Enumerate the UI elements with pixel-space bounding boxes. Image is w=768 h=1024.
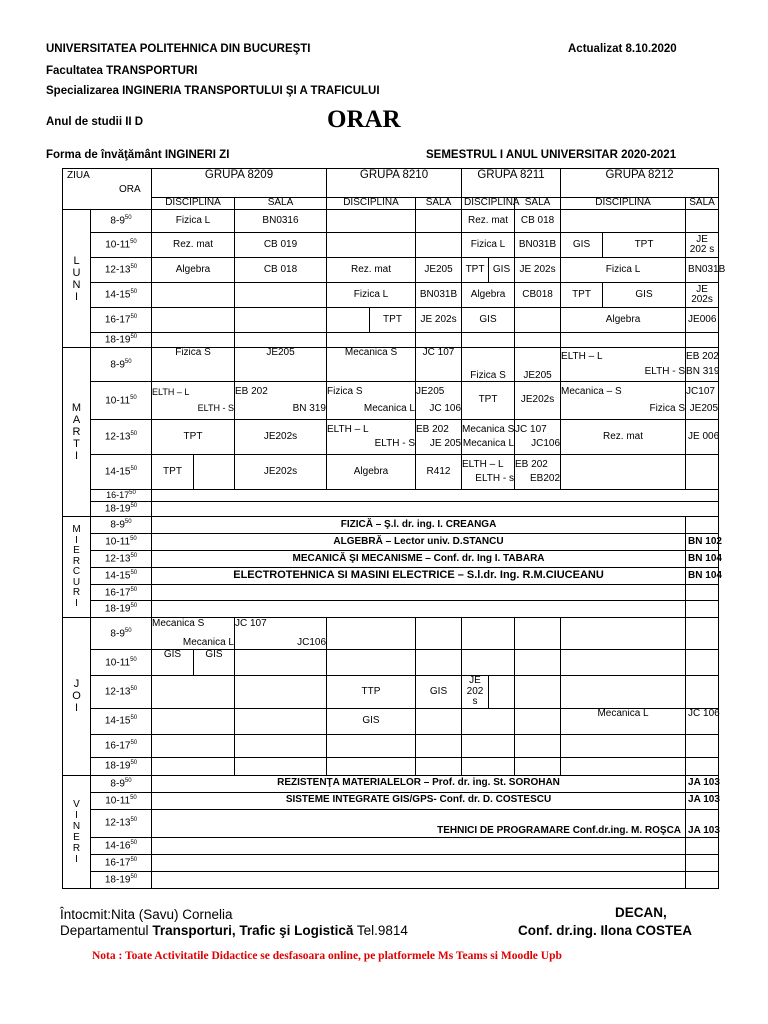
hour-label: $18-19^{50}$ xyxy=(91,502,152,517)
room-cell: JE205 xyxy=(416,258,462,283)
room-cell: JA 103 xyxy=(686,792,719,809)
hour-label: $18-19^{50}$ xyxy=(91,871,152,888)
hour-label: $14-16^{50}$ xyxy=(91,837,152,854)
class-cell: TPT xyxy=(152,455,194,490)
marti-row-5 xyxy=(63,490,719,502)
room-cell: JE006 xyxy=(686,308,719,333)
joi-row-5 xyxy=(63,734,719,757)
course-electrotehnica: ELECTROTEHNICA SI MASINI ELECTRICE – S.l.dr. Ing. R.M.CIUCEANU xyxy=(152,568,686,585)
class-cell-split: ELTH – L ELTH - S xyxy=(327,420,416,455)
room-cell: BN 104 xyxy=(686,551,719,568)
class-cell: Rez. mat xyxy=(327,258,416,283)
university-name: UNIVERSITATEA POLITEHNICA DIN BUCUREŞTI xyxy=(46,43,311,55)
room-cell: JA 103 xyxy=(686,775,719,792)
footer-note: Nota : Toate Activitatile Didactice se desfasoara online, pe platformele Ms Teams si Moodle Upb xyxy=(92,950,562,962)
room-cell: JC 106 xyxy=(686,708,719,734)
room-cell: JE 202 s xyxy=(686,233,719,258)
sala-header: SALA xyxy=(416,198,462,210)
vineri-row-4 xyxy=(63,837,719,854)
class-cell: TPT xyxy=(370,308,416,333)
room-cell: JE202s xyxy=(235,455,327,490)
disciplina-header: DISCIPLINA xyxy=(152,198,235,210)
hour-label: $16-17^{50}$ xyxy=(91,585,152,601)
header-row-columns xyxy=(63,198,719,210)
hour-label: $10-11^{50}$ xyxy=(91,382,152,420)
hour-label: $18-19^{50}$ xyxy=(91,601,152,618)
ora-label: ORA xyxy=(119,184,141,195)
faculty-name: Facultatea TRANSPORTURI xyxy=(46,65,198,77)
hour-label: $12-13^{50}$ xyxy=(91,551,152,568)
marti-row-2 xyxy=(63,382,719,420)
department-name: Transporturi, Trafic şi Logistică xyxy=(152,923,354,938)
class-cell: Fizica L xyxy=(327,283,416,308)
hour-label: $12-13^{50}$ xyxy=(91,676,152,709)
course-sisteme-gis: SISTEME INTEGRATE GIS/GPS- Conf. dr. D. COSTESCU xyxy=(152,792,686,809)
class-cell: Rez. mat xyxy=(462,210,515,233)
class-cell: Fizica S xyxy=(462,348,515,382)
class-cell-split: Mecanica S Mecanica L xyxy=(462,420,515,455)
room-cell xyxy=(686,517,719,534)
room-cell: JE205 xyxy=(235,348,327,382)
class-cell-split: ELTH – L ELTH - s xyxy=(462,455,515,490)
hour-label: $12-13^{50}$ xyxy=(91,258,152,283)
joi-row-4 xyxy=(63,708,719,734)
room-cell: JE202s xyxy=(235,420,327,455)
day-luni: L U N I xyxy=(63,210,91,348)
room-cell: JC 107 xyxy=(416,348,462,382)
class-cell: GIS xyxy=(152,650,194,676)
prepared-by: Întocmit:Nita (Savu) Cornelia xyxy=(60,907,233,922)
luni-row-6 xyxy=(63,333,719,348)
room-cell: BN 104 xyxy=(686,568,719,585)
hour-label: $12-13^{50}$ xyxy=(91,809,152,837)
course-algebra: ALGEBRĂ – Lector univ. D.STANCU xyxy=(152,534,686,551)
hour-label: $14-15^{50}$ xyxy=(91,708,152,734)
class-cell: Algebra xyxy=(561,308,686,333)
joi-row-2 xyxy=(63,650,719,676)
luni-row-3 xyxy=(63,258,719,283)
vineri-row-5 xyxy=(63,854,719,871)
dean-title: DECAN, xyxy=(615,905,667,920)
class-cell: TPT xyxy=(462,382,515,420)
class-cell-split: Mecanica – S Fizica S xyxy=(561,382,686,420)
class-cell: Mecanica L xyxy=(561,708,686,734)
room-cell: BN031B xyxy=(515,233,561,258)
group-8212-header: GRUPA 8212 xyxy=(561,169,719,198)
class-cell: Algebra xyxy=(462,283,515,308)
vineri-row-3 xyxy=(63,809,719,837)
class-cell: GIS xyxy=(416,676,462,709)
hour-label: $8-9^{50}$ xyxy=(91,210,152,233)
hour-label: $16-17^{50}$ xyxy=(91,490,152,502)
room-cell: BN031B xyxy=(686,258,719,283)
joi-row-1 xyxy=(63,618,719,650)
course-rezistenta: REZISTENŢA MATERIALELOR – Prof. dr. ing. St. SOROHAN xyxy=(152,775,686,792)
group-8210-header: GRUPA 8210 xyxy=(327,169,462,198)
class-cell: GIS xyxy=(603,283,686,308)
class-cell: TPT xyxy=(561,283,603,308)
sala-header: SALA xyxy=(235,198,327,210)
luni-row-1 xyxy=(63,210,719,233)
hour-label: $16-17^{50}$ xyxy=(91,734,152,757)
class-cell: Fizica L xyxy=(462,233,515,258)
hour-label: $14-15^{50}$ xyxy=(91,283,152,308)
room-cell-split: JE205 JC 106 xyxy=(416,382,462,420)
class-cell: TPT xyxy=(462,258,489,283)
course-fizica: FIZICĂ – Ş.l. dr. ing. I. CREANGA xyxy=(152,517,686,534)
class-cell: Rez. mat xyxy=(561,420,686,455)
hour-label: $10-11^{50}$ xyxy=(91,792,152,809)
miercuri-row-1 xyxy=(63,517,719,534)
joi-row-3 xyxy=(63,676,719,709)
semester: SEMESTRUL I ANUL UNIVERSITAR 2020-2021 xyxy=(426,149,677,161)
room-cell-split: JC 107 JC106 xyxy=(515,420,561,455)
class-cell: Mecanica S xyxy=(327,348,416,382)
timetable xyxy=(62,168,726,889)
group-8209-header: GRUPA 8209 xyxy=(152,169,327,198)
hour-label: $8-9^{50}$ xyxy=(91,348,152,382)
sala-header: SALA xyxy=(686,198,719,210)
marti-row-3 xyxy=(63,420,719,455)
room-cell-split: JC 107 JC106 xyxy=(235,618,326,648)
hour-label: $8-9^{50}$ xyxy=(91,775,152,792)
room-cell-split: EB 202 EB202 xyxy=(515,455,561,490)
marti-row-1 xyxy=(63,348,719,382)
room-cell: JE205 xyxy=(515,348,561,382)
class-cell: Fizica L xyxy=(561,258,686,283)
department-phone: Tel.9814 xyxy=(353,923,408,938)
luni-row-2 xyxy=(63,233,719,258)
room-cell: CB 019 xyxy=(235,233,327,258)
luni-row-5 xyxy=(63,308,719,333)
ziua-label: ZIUA xyxy=(67,170,90,181)
class-cell: Rez. mat xyxy=(152,233,235,258)
group-8211-header: GRUPA 8211 xyxy=(462,169,561,198)
miercuri-row-2 xyxy=(63,534,719,551)
room-cell: CB018 xyxy=(515,283,561,308)
vineri-row-1 xyxy=(63,775,719,792)
updated-date: Actualizat 8.10.2020 xyxy=(568,43,677,55)
class-cell: GIS xyxy=(489,258,515,283)
disciplina-header: DISCIPLINA xyxy=(327,198,416,210)
hour-label: $8-9^{50}$ xyxy=(91,517,152,534)
room-cell: JE202s xyxy=(515,382,561,420)
miercuri-row-4 xyxy=(63,568,719,585)
class-cell-split: Mecanica S Mecanica L xyxy=(152,618,234,648)
joi-row-6 xyxy=(63,757,719,775)
day-joi: J O I xyxy=(63,618,91,776)
vineri-row-6 xyxy=(63,871,719,888)
room-cell: BN0316 xyxy=(235,210,327,233)
miercuri-row-5 xyxy=(63,585,719,601)
class-cell-split: ELTH – L ELTH - S xyxy=(561,348,686,382)
class-cell: GIS xyxy=(327,708,416,734)
class-cell: TTP xyxy=(327,676,416,709)
dean-name: Conf. dr.ing. Ilona COSTEA xyxy=(518,923,692,938)
specialization: Specializarea INGINERIA TRANSPORTULUI ŞI A TRAFICULUI xyxy=(46,85,380,97)
study-year: Anul de studii II D xyxy=(46,116,144,128)
day-hour-corner xyxy=(63,169,152,210)
room-cell: BN031B xyxy=(416,283,462,308)
page-title: ORAR xyxy=(327,106,401,133)
luni-row-4 xyxy=(63,283,719,308)
room-cell-split: EB 202 BN 319 xyxy=(235,382,327,420)
class-cell: GIS xyxy=(462,308,515,333)
class-cell: Algebra xyxy=(327,455,416,490)
hour-label: $16-17^{50}$ xyxy=(91,854,152,871)
room-cell: JE 202s xyxy=(515,258,561,283)
hour-label: $14-15^{50}$ xyxy=(91,455,152,490)
miercuri-row-3 xyxy=(63,551,719,568)
hour-label: $12-13^{50}$ xyxy=(91,420,152,455)
hour-label: $16-17^{50}$ xyxy=(91,308,152,333)
department xyxy=(60,923,408,938)
hour-label: $14-15^{50}$ xyxy=(91,568,152,585)
vineri-row-2 xyxy=(63,792,719,809)
course-mecanica: MECANICĂ ŞI MECANISME – Conf. dr. Ing I. TABARA xyxy=(152,551,686,568)
course-tehnici-programare: TEHNICI DE PROGRAMARE Conf.dr.ing. M. ROŞCA xyxy=(152,809,686,837)
hour-label: $10-11^{50}$ xyxy=(91,650,152,676)
room-cell: CB 018 xyxy=(235,258,327,283)
empty-cell xyxy=(327,308,370,333)
day-miercuri: M I E R C U R I xyxy=(63,517,91,618)
room-cell: JE 202 s xyxy=(462,676,489,709)
class-cell: Fizica L xyxy=(152,210,235,233)
day-marti: M A R T I xyxy=(63,348,91,517)
hour-label: $18-19^{50}$ xyxy=(91,757,152,775)
header-row-groups xyxy=(63,169,719,198)
room-cell-split: JC107 JE205 xyxy=(686,382,719,420)
miercuri-row-6 xyxy=(63,601,719,618)
room-cell: JE 202s xyxy=(686,283,719,308)
sala-header: SALA xyxy=(515,198,561,210)
marti-row-4 xyxy=(63,455,719,490)
class-cell: Fizica S xyxy=(152,348,235,382)
disciplina-header: DISCIPLINA xyxy=(561,198,686,210)
class-cell-split: ELTH – L ELTH - S xyxy=(152,382,235,420)
room-cell: JE 202s xyxy=(416,308,462,333)
class-cell: Algebra xyxy=(152,258,235,283)
hour-label: $10-11^{50}$ xyxy=(91,233,152,258)
class-cell: GIS xyxy=(194,650,235,676)
room-cell-split: EB 202 BN 319 xyxy=(686,348,719,382)
room-cell: JE 006 xyxy=(686,420,719,455)
study-form: Forma de învăţământ INGINERI ZI xyxy=(46,149,230,161)
class-cell: TPT xyxy=(603,233,686,258)
disciplina-header: DISCIPLINA xyxy=(462,198,515,210)
day-vineri: V I N E R I xyxy=(63,775,91,888)
room-cell: JA 103 xyxy=(686,809,719,837)
room-cell: R412 xyxy=(416,455,462,490)
class-cell-split: Fizica S Mecanica L xyxy=(327,382,416,420)
room-cell: CB 018 xyxy=(515,210,561,233)
room-cell-split: EB 202 JE 205 xyxy=(416,420,462,455)
department-prefix: Departamentul xyxy=(60,923,153,938)
class-cell: TPT xyxy=(152,420,235,455)
hour-label: $10-11^{50}$ xyxy=(91,534,152,551)
class-cell: GIS xyxy=(561,233,603,258)
room-cell: BN 102 xyxy=(686,534,719,551)
hour-label: $8-9^{50}$ xyxy=(91,618,152,650)
hour-label: $18-19^{50}$ xyxy=(91,333,152,348)
marti-row-6 xyxy=(63,502,719,517)
